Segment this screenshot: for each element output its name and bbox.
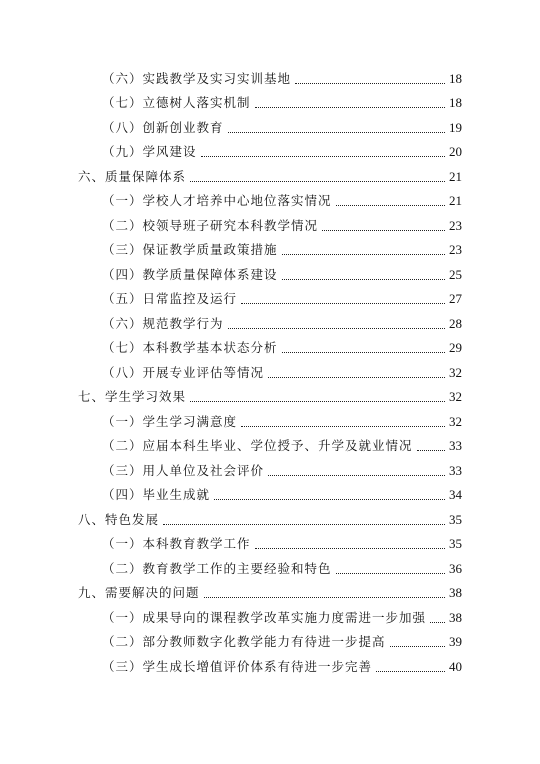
toc-entry-page: 36 bbox=[449, 560, 462, 576]
toc-leader-dots bbox=[336, 573, 445, 574]
toc-entry[interactable] bbox=[78, 528, 462, 553]
toc-leader-dots bbox=[255, 548, 445, 549]
toc-section[interactable] bbox=[78, 577, 462, 602]
toc-entry-title: （三）学生成长增值评价体系有待进一步完善 bbox=[102, 658, 373, 674]
toc-entry-page: 28 bbox=[449, 315, 462, 331]
toc-entry-page: 29 bbox=[449, 340, 462, 355]
toc-entry[interactable] bbox=[78, 479, 462, 504]
toc-leader-dots bbox=[201, 156, 445, 157]
toc-entry[interactable] bbox=[78, 626, 462, 651]
toc-entry[interactable] bbox=[78, 601, 462, 626]
toc-leader-dots bbox=[241, 303, 445, 304]
toc-leader-dots bbox=[228, 132, 445, 133]
toc-entry-page: 39 bbox=[449, 634, 462, 649]
toc-entry[interactable] bbox=[78, 87, 462, 112]
toc-entry-page: 23 bbox=[449, 217, 462, 233]
toc-entry-page: 21 bbox=[449, 193, 462, 208]
toc-entry[interactable] bbox=[78, 234, 462, 259]
toc-entry-title: （八）创新创业教育 bbox=[102, 119, 224, 135]
toc-entry-title: （一）成果导向的课程教学改革实施力度需进一步加强 bbox=[102, 609, 427, 625]
toc-section-page: 21 bbox=[449, 168, 462, 184]
toc-entry-page: 20 bbox=[449, 144, 462, 159]
toc-entry-title: （五）日常监控及运行 bbox=[102, 291, 238, 306]
toc-entry[interactable] bbox=[78, 283, 462, 308]
toc-entry-page: 33 bbox=[449, 462, 462, 478]
toc-leader-dots bbox=[190, 401, 445, 402]
toc-entry-page: 33 bbox=[449, 438, 462, 453]
toc-entry[interactable] bbox=[78, 185, 462, 210]
toc-leader-dots bbox=[322, 230, 445, 231]
toc-leader-dots bbox=[204, 597, 445, 598]
toc-entry-page: 38 bbox=[449, 609, 462, 625]
toc-entry-title: （三）保证教学质量政策措施 bbox=[102, 242, 278, 257]
toc-entry-page: 27 bbox=[449, 291, 462, 306]
toc-section-title: 八、特色发展 bbox=[78, 511, 160, 527]
toc-leader-dots bbox=[228, 328, 445, 329]
toc-entry-title: （一）学生学习满意度 bbox=[102, 413, 238, 429]
toc-leader-dots bbox=[190, 181, 445, 182]
toc-entry-page: 18 bbox=[449, 95, 462, 110]
toc-entry-page: 23 bbox=[449, 242, 462, 257]
toc-leader-dots bbox=[268, 377, 445, 378]
toc-entry[interactable] bbox=[78, 258, 462, 283]
toc-entry[interactable] bbox=[78, 136, 462, 161]
toc-entry[interactable] bbox=[78, 430, 462, 455]
toc-section[interactable] bbox=[78, 503, 462, 528]
toc-entry-title: （六）规范教学行为 bbox=[102, 315, 224, 331]
toc-entry-page: 32 bbox=[449, 364, 462, 380]
toc-section-title: 七、学生学习效果 bbox=[78, 389, 187, 404]
toc-leader-dots bbox=[336, 205, 445, 206]
toc-entry[interactable] bbox=[78, 650, 462, 675]
toc-entry[interactable] bbox=[78, 552, 462, 577]
toc-leader-dots bbox=[214, 499, 445, 500]
table-of-contents bbox=[78, 62, 462, 675]
toc-entry-page: 35 bbox=[449, 536, 462, 551]
toc-entry-title: （七）立德树人落实机制 bbox=[102, 95, 251, 110]
toc-leader-dots bbox=[430, 622, 445, 623]
toc-entry-title: （八）开展专业评估等情况 bbox=[102, 364, 265, 380]
toc-entry-title: （一）学校人才培养中心地位落实情况 bbox=[102, 193, 332, 208]
toc-entry[interactable] bbox=[78, 209, 462, 234]
toc-entry[interactable] bbox=[78, 356, 462, 381]
toc-entry-page: 34 bbox=[449, 487, 462, 502]
toc-section[interactable] bbox=[78, 381, 462, 406]
toc-entry[interactable] bbox=[78, 454, 462, 479]
toc-entry-title: （二）校领导班子研究本科教学情况 bbox=[102, 217, 319, 233]
toc-entry-title: （四）教学质量保障体系建设 bbox=[102, 266, 278, 282]
toc-entry-title: （二）教育教学工作的主要经验和特色 bbox=[102, 560, 332, 576]
toc-entry-page: 32 bbox=[449, 413, 462, 429]
toc-entry-page: 18 bbox=[449, 70, 462, 86]
toc-entry[interactable] bbox=[78, 62, 462, 87]
toc-section-title: 六、质量保障体系 bbox=[78, 168, 187, 184]
toc-entry-title: （三）用人单位及社会评价 bbox=[102, 462, 265, 478]
toc-leader-dots bbox=[255, 107, 445, 108]
toc-entry-title: （一）本科教育教学工作 bbox=[102, 536, 251, 551]
toc-leader-dots bbox=[282, 254, 445, 255]
toc-entry-title: （四）毕业生成就 bbox=[102, 487, 211, 502]
toc-entry-title: （二）部分教师数字化教学能力有待进一步提高 bbox=[102, 634, 386, 649]
toc-leader-dots bbox=[163, 524, 445, 525]
toc-entry-title: （九）学风建设 bbox=[102, 144, 197, 159]
toc-section-title: 九、需要解决的问题 bbox=[78, 585, 200, 600]
toc-leader-dots bbox=[417, 450, 445, 451]
toc-entry-title: （二）应届本科生毕业、学位授予、升学及就业情况 bbox=[102, 438, 413, 453]
toc-entry-page: 40 bbox=[449, 658, 462, 674]
toc-leader-dots bbox=[282, 279, 445, 280]
toc-section-page: 35 bbox=[449, 511, 462, 527]
toc-section-page: 38 bbox=[449, 585, 462, 600]
toc-entry-page: 25 bbox=[449, 266, 462, 282]
toc-leader-dots bbox=[295, 83, 445, 84]
toc-leader-dots bbox=[241, 426, 445, 427]
toc-entry[interactable] bbox=[78, 111, 462, 136]
toc-leader-dots bbox=[282, 352, 445, 353]
toc-leader-dots bbox=[376, 671, 445, 672]
toc-leader-dots bbox=[390, 646, 445, 647]
toc-entry-title: （六）实践教学及实习实训基地 bbox=[102, 70, 292, 86]
toc-entry[interactable] bbox=[78, 332, 462, 357]
toc-section[interactable] bbox=[78, 160, 462, 185]
toc-entry[interactable] bbox=[78, 307, 462, 332]
toc-entry[interactable] bbox=[78, 405, 462, 430]
toc-section-page: 32 bbox=[449, 389, 462, 404]
toc-leader-dots bbox=[268, 475, 445, 476]
toc-entry-title: （七）本科教学基本状态分析 bbox=[102, 340, 278, 355]
toc-entry-page: 19 bbox=[449, 119, 462, 135]
